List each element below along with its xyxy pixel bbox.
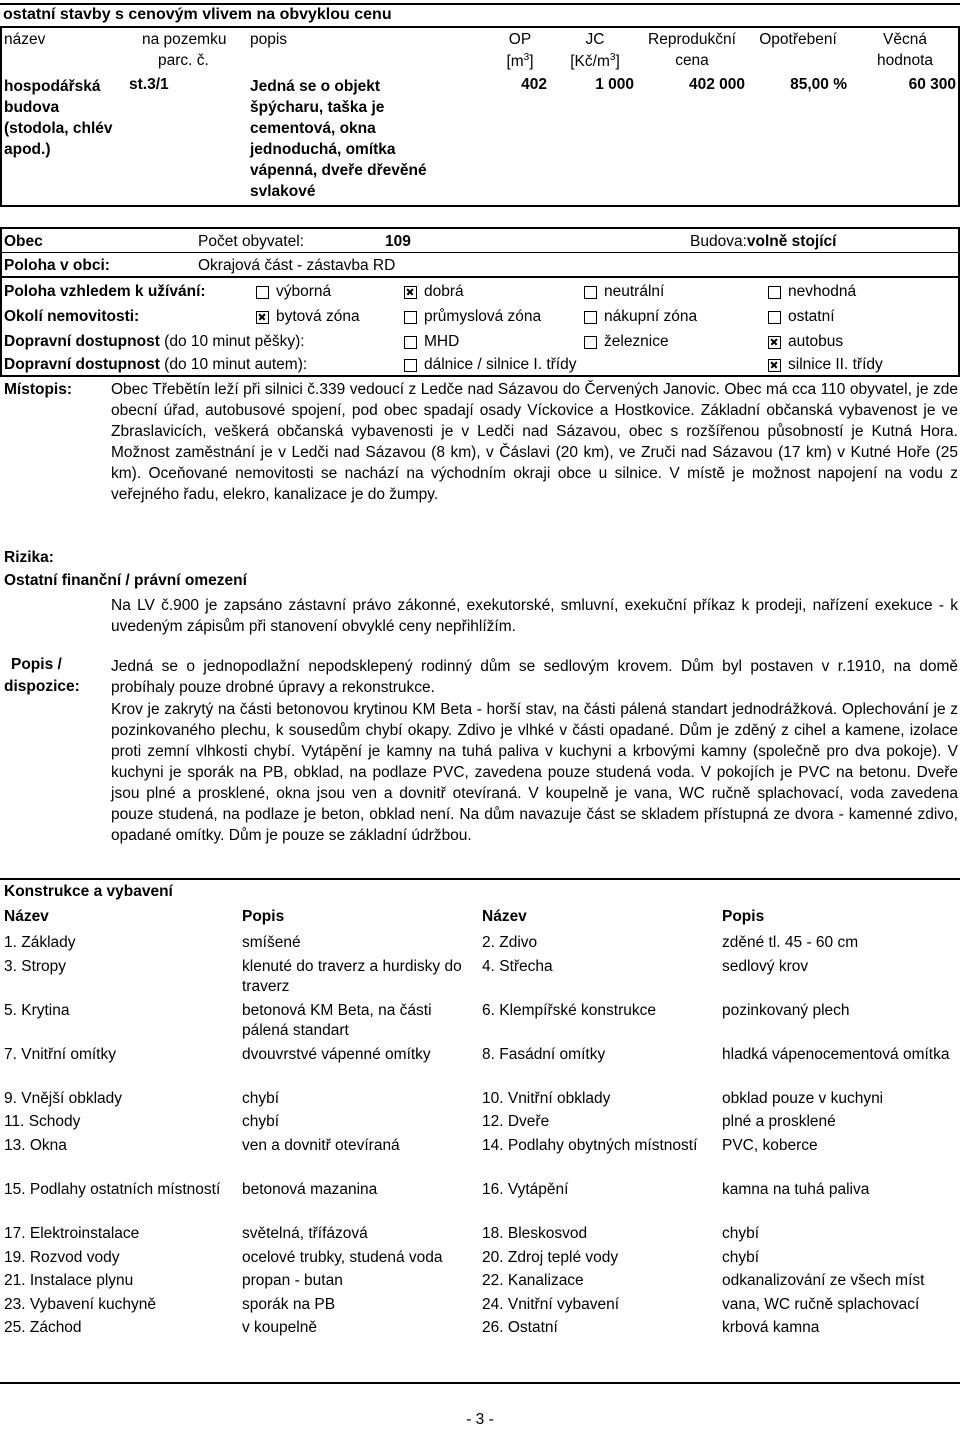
option-dobra: dobrá (424, 283, 464, 300)
row-popis-line: jednoduchá, omítka (250, 141, 396, 158)
table-cell-popis: světelná, třífázová (242, 1225, 368, 1242)
header-parcela: na pozemku (142, 31, 227, 48)
checkbox-autobus[interactable] (768, 336, 781, 349)
row-op: 402 (521, 76, 547, 93)
table-cell-nazev: 20. Zdroj teplé vody (482, 1249, 619, 1266)
header-opotrebeni: Opotřebení (759, 31, 837, 48)
option-ostatni: ostatní (788, 308, 835, 325)
table-cell-popis: obklad pouze v kuchyni (722, 1090, 884, 1107)
table-cell-popis: chybí (242, 1113, 280, 1130)
option-mhd: MHD (424, 333, 460, 350)
table-cell-nazev: 12. Dveře (482, 1113, 550, 1130)
option-autobus: autobus (788, 333, 844, 350)
autem-label-rest: (do 10 minut autem): (164, 356, 308, 373)
table-cell-nazev: 8. Fasádní omítky (482, 1046, 606, 1063)
table-cell-popis: betonová KM Beta, na části pálená standart (242, 1002, 432, 1039)
header-vecna: Věcná (883, 31, 927, 48)
header-repro-2: cena (675, 52, 709, 69)
table-cell-popis: sedlový krov (722, 958, 809, 975)
table-cell-nazev: 24. Vnitřní vybavení (482, 1296, 619, 1313)
table-cell-nazev: 15. Podlahy ostatních místností (4, 1181, 221, 1198)
pocet-label: Počet obyvatel: (198, 233, 304, 250)
table-cell-popis: vana, WC ručně splachovací (722, 1296, 920, 1313)
row-nazev-line: (stodola, chlév (4, 120, 113, 137)
table-cell-nazev: 14. Podlahy obytných místností (482, 1137, 698, 1154)
header-jc: JC (585, 31, 605, 48)
table-cell-nazev: 25. Záchod (4, 1319, 82, 1336)
header-nazev: název (4, 31, 46, 48)
header-op: OP (508, 31, 532, 48)
table-cell-nazev: 10. Vnitřní obklady (482, 1090, 611, 1107)
header-parcela-2: parc. č. (158, 52, 209, 69)
table-cell-nazev: 11. Schody (4, 1113, 81, 1130)
header-jc-unit: $[Kč/m^3]$ (570, 52, 620, 71)
table-cell-nazev: 26. Ostatní (482, 1319, 558, 1336)
checkbox-zeleznice[interactable] (584, 336, 597, 349)
checkbox-nevhodna[interactable] (768, 286, 781, 299)
table-cell-popis: PVC, koberce (722, 1137, 818, 1154)
poloha-obci-value: Okrajová část - zástavba RD (198, 257, 396, 274)
table-cell-nazev: 13. Okna (4, 1137, 67, 1154)
kt-header-popis: Popis (242, 908, 285, 925)
popis-label: Popis / (11, 656, 62, 673)
kt-header-nazev-2: Název (482, 908, 527, 925)
row-popis-line: špýcharu, taška je (250, 99, 385, 116)
row-jc: 1 000 (595, 76, 634, 93)
checkbox-silnice-ii[interactable] (768, 359, 781, 372)
row-popis-line: svlakové (250, 183, 316, 200)
kt-header-nazev: Název (4, 908, 49, 925)
row-repro: 402 000 (688, 76, 745, 93)
row-parcela: st.3/1 (129, 76, 169, 93)
row-popis-line: vápenná, dveře dřevěné (250, 162, 427, 179)
budova-label: Budova: (690, 233, 747, 250)
pesky-label-rest: (do 10 minut pěšky): (164, 333, 305, 350)
table-cell-nazev: 4. Střecha (482, 958, 553, 975)
table-cell-popis: v koupelně (242, 1319, 317, 1336)
header-op-unit: $[m^3]$ (506, 52, 534, 71)
table-cell-popis: dvouvrstvé vápenné omítky (242, 1046, 431, 1063)
row-opotrebeni: 85,00 % (790, 76, 847, 93)
omezeni-label: Ostatní finanční / právní omezení (4, 572, 247, 589)
table-cell-nazev: 1. Základy (4, 934, 76, 951)
mistopis-text: Obec Třebětín leží při silnici č.339 vedoucí z Ledče nad Sázavou do Červených Janovic. Obec má cca 110 obyvatel, je zde obecní úřad, autobusové spojení, pod obec spadají osady Víckovice a Hostkovice. Základní občanská vybavenost je ve Zbraslavicích, veškerá občanská vybavenosti je v Ledči nad Sázavou, obec s rozšířenou působností je Kutná Hora. Možnost zaměstnání je v Ledči nad Sázavou (8 km), v Čáslavi (20 km), ve Zruči nad Sázavou (17 km) v Kutné Hoře (25 km). Oceňované nemovitosti se nachází na východním okraji obce u silnice. V místě je možnost napojení na vodu z veřejného řadu, elekro, kanalizace je do žumpy. (111, 381, 958, 503)
poloha-obci-label: Poloha v obci: (4, 257, 110, 274)
checkbox-dobra[interactable] (404, 286, 417, 299)
popis-text (111, 656, 958, 846)
header-popis: popis (250, 31, 288, 48)
obec-label: Obec (4, 233, 43, 250)
table-cell-nazev: 23. Vybavení kuchyně (4, 1296, 156, 1313)
table-cell-popis: smíšené (242, 934, 301, 951)
mistopis-label: Místopis: (4, 381, 73, 398)
checkbox-dalnice[interactable] (404, 359, 417, 372)
uzivani-label: Poloha vzhledem k užívání: (4, 283, 206, 300)
option-prumyslova-zona: průmyslová zóna (424, 308, 542, 325)
option-vyborna: výborná (276, 283, 332, 300)
table-cell-nazev: 6. Klempířské konstrukce (482, 1002, 657, 1019)
popis-paragraph-1: Jedná se o jednopodlažní nepodsklepený rodinný dům se sedlovým krovem. Dům byl postaven v r.1910, na domě probíhaly pouze drobné úpravy a rekonstrukce. (111, 658, 958, 696)
row-nazev-line: budova (4, 99, 60, 116)
table-cell-nazev: 21. Instalace plynu (4, 1272, 134, 1289)
table-cell-nazev: 3. Stropy (4, 958, 67, 975)
table-cell-popis: kamna na tuhá paliva (722, 1181, 870, 1198)
table-cell-popis: krbová kamna (722, 1319, 820, 1336)
table-cell-popis: chybí (722, 1225, 760, 1242)
table-cell-nazev: 19. Rozvod vody (4, 1249, 120, 1266)
table-cell-popis: ocelové trubky, studená voda (242, 1249, 443, 1266)
autem-label-bold: Dopravní dostupnost (4, 356, 160, 373)
okoli-label: Okolí nemovitosti: (4, 308, 140, 325)
table-cell-popis: zděné tl. 45 - 60 cm (722, 934, 859, 951)
table-cell-nazev: 17. Elektroinstalace (4, 1225, 140, 1242)
option-nevhodna: nevhodná (788, 283, 857, 300)
table-cell-nazev: 9. Vnější obklady (4, 1090, 123, 1107)
header-vecna-2: hodnota (876, 52, 934, 69)
table-cell-popis: chybí (242, 1090, 280, 1107)
konstrukce-title: Konstrukce a vybavení (4, 883, 173, 900)
pocet-value: 109 (385, 233, 411, 250)
table-cell-popis: betonová mazanina (242, 1181, 378, 1198)
pesky-label-bold: Dopravní dostupnost (4, 333, 160, 350)
table-cell-nazev: 2. Zdivo (482, 934, 538, 951)
header-repro: Reprodukční (648, 31, 736, 48)
row-popis-line: Jedná se o objekt (250, 78, 381, 95)
autem-label (4, 356, 307, 374)
budova-value: volně stojící (746, 233, 837, 250)
row-popis-line: cementová, okna (250, 120, 376, 137)
checkbox-neutralni[interactable] (584, 286, 597, 299)
table-cell-popis: hladká vápenocementová omítka (722, 1046, 950, 1063)
rizika-label: Rizika: (4, 549, 54, 566)
checkbox-vyborna[interactable] (256, 286, 269, 299)
budova-field (690, 233, 836, 251)
table-cell-nazev: 18. Bleskosvod (482, 1225, 588, 1242)
popis-paragraph-2: Krov je zakrytý na části betonovou krytinou KM Beta - horší stav, na části pálená standart jednodrážková. Oplechování je z pozinkovaného plechu, k sousedům chybí okapy. Zdivo je vlhké v části opadané. Dům je zděný z cihel a kamene, izolace proti zemní vlhkosti chybí. Vytápění je kamny na tuhá paliva v kuchyni a krbovými kamny (společně pro dva pokoje). V kuchyni je sporák na PB, obklad, na podlaze PVC, zavedena pouze studená voda. V pokojích je PVC na betonu. Dveře jsou plné a prosklené, okna jsou ven a dovnitř otevíraná. V koupelně je vana, WC ručně splachovací, voda zavedena pouze studená, na podlaze je beton, obklad není. Na dům navazuje část se skladem přístupná ze dvora - kamenné zdivo, opadané omítky. Dům je pouze se základní údržbou. (111, 701, 958, 844)
table-cell-nazev: 5. Krytina (4, 1002, 70, 1019)
table-cell-popis: chybí (722, 1249, 760, 1266)
row-nazev-line: hospodářská (4, 78, 101, 95)
popis-label-2: dispozice: (4, 678, 80, 695)
table-cell-popis: odkanalizování ze všech míst (722, 1272, 925, 1289)
table-cell-popis: klenuté do traverz a hurdisky do traverz (242, 958, 462, 995)
table-cell-nazev: 22. Kanalizace (482, 1272, 584, 1289)
page-number: - 3 - (466, 1411, 494, 1428)
option-bytova-zona: bytová zóna (276, 308, 360, 325)
row-nazev-line: apod.) (4, 141, 51, 158)
table-cell-nazev: 7. Vnitřní omítky (4, 1046, 116, 1063)
checkbox-ostatni[interactable] (768, 311, 781, 324)
table-cell-popis: plné a prosklené (722, 1113, 836, 1130)
row-vecna: 60 300 (908, 76, 956, 93)
checkbox-bytova-zona[interactable] (256, 311, 269, 324)
checkbox-nakupni-zona[interactable] (584, 311, 597, 324)
table-cell-nazev: 16. Vytápění (482, 1181, 569, 1198)
option-neutralni: neutrální (604, 283, 665, 300)
option-nakupni-zona: nákupní zóna (604, 308, 698, 325)
row-nazev (4, 76, 113, 160)
omezeni-text: Na LV č.900 je zapsáno zástavní právo zákonné, exekutorské, smluvní, exekuční příkaz k prodeji, nařízení exekuce - k uvedeným zápisům při stanovení obvyklé ceny nepřihlížím. (111, 597, 958, 635)
checkbox-prumyslova-zona[interactable] (404, 311, 417, 324)
checkbox-mhd[interactable] (404, 336, 417, 349)
option-dalnice: dálnice / silnice I. třídy (424, 356, 577, 373)
table-cell-popis: propan - butan (242, 1272, 343, 1289)
section-title: ostatní stavby s cenovým vlivem na obvyklou cenu (3, 6, 392, 23)
option-zeleznice: železnice (604, 333, 669, 350)
option-silnice-ii: silnice II. třídy (788, 356, 883, 373)
table-cell-popis: pozinkovaný plech (722, 1002, 850, 1019)
table-cell-popis: sporák na PB (242, 1296, 336, 1313)
table-cell-popis: ven a dovnitř otevíraná (242, 1137, 400, 1154)
pesky-label (4, 333, 305, 351)
kt-header-popis-2: Popis (722, 908, 765, 925)
row-popis (250, 76, 427, 202)
